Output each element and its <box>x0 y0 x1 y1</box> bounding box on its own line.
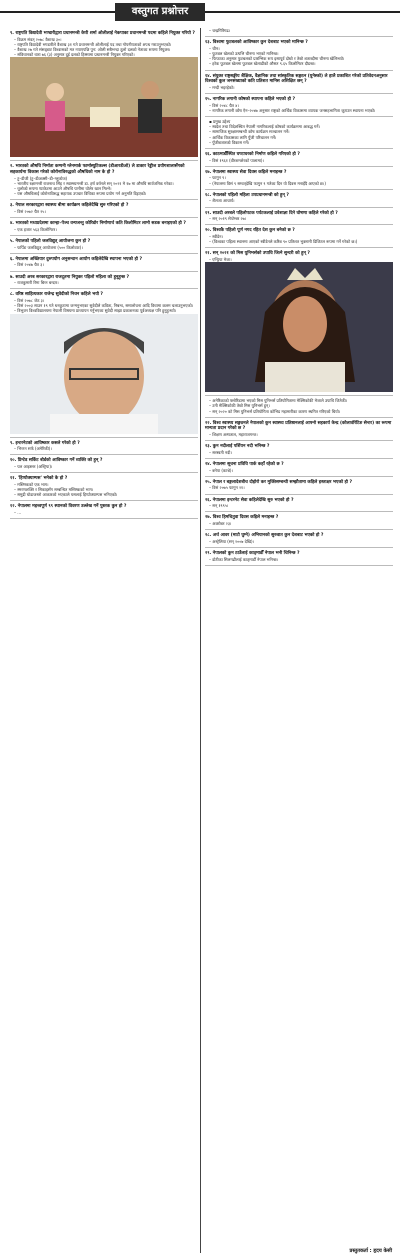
answer-line: – मस्तिष्कको एक भाग। <box>14 481 49 487</box>
divider <box>205 440 393 441</box>
question: ७. साउदी अरब सरकारद्वारा राजदूतमा नियुक्त पहिलो महिला को हुनुहुन्छ ? <box>10 274 130 280</box>
question: १८. नेपालको पहिलो महिला उपप्रधानमन्त्री को हुन् ? <box>205 192 289 198</box>
question: ८. वरिष्ठ साहित्यकार राजेन्द्र सुवेदीको निधन कहिले भयो ? <box>10 292 103 298</box>
answer-block <box>205 485 393 490</box>
question: १२. नेपालमा महत्त्वपूर्ण ९९ स्थानको विवरण उल्लेख गर्ने पुस्तक कुन हो ? <box>10 504 127 510</box>
answer-line: – उनी मेक्सिकोकी तेस्रो मिस युनिभर्स हुन्। <box>209 403 270 409</box>
answer-line: – विसं २०७८ जेठ ३। <box>14 297 45 303</box>
divider <box>205 494 393 495</box>
question: १६. काठमाडौँस्थित घण्टाघरको निर्माण कहिले गरिएको हो ? <box>205 152 300 158</box>
divider <box>205 395 393 396</box>
answer-line: – विसं २०७५ फागुन २१। <box>209 485 245 491</box>
divider <box>205 417 393 418</box>
photo-portrait-writer <box>10 314 198 434</box>
answer-line: – विसं २००३ साउन १९ गते धनकुटामा जन्मनुभएका सुवेदीले कविता, निबन्ध, समालोचना आदि विधामा कलम चलाउनुभएको। <box>14 303 194 309</box>
answer-line: – स्मरणशक्ति र सिकाइसँग सम्बन्धित मस्तिष्कको भाग। <box>14 486 94 492</box>
divider <box>205 36 393 37</box>
question: ६. नेपालमा अख्तियार दुरुपयोग अनुसन्धान आयोग कहिलेदेखि स्थापना भएको हो ? <box>10 256 143 262</box>
answer-line: – पल आइस्लर (अस्ट्रिया)। <box>14 463 53 469</box>
answer-block <box>205 103 393 113</box>
divider <box>205 70 393 71</box>
answer-block <box>10 209 198 214</box>
answer-block <box>10 262 198 267</box>
divider <box>205 207 393 208</box>
answer-block <box>205 432 393 437</box>
answer-line: – विसं २०४८ चैत ४। <box>209 102 239 108</box>
column-divider <box>200 28 201 1253</box>
answer-line: – (विश्वका पहिला स्थानमा आएको स्वीडेनले करिब ९० प्रतिशत भुक्तानी डिजिटल रूपमा गर्ने गरेको छ।) <box>209 239 358 245</box>
answer-block <box>205 539 393 544</box>
answer-line: – राजकुमारी रिमा बिन्त बन्दार। <box>14 280 59 286</box>
question: १४. संयुक्त राष्ट्रसङ्घीय शैक्षिक, वैज्ञानिक तथा सांस्कृतिक सङ्गठन (युनेस्को) ले हालै प्रकाशित गरेको प्रतिवेदनअनुसार विश्वको कुल जनसंख्याको कति प्रतिशत मानिस अशिक्षित छन् ? <box>205 73 388 85</box>
answer-block <box>205 398 393 414</box>
answer-line: – शिक्षण अस्पताल, महाराजगन्ज। <box>209 432 258 437</box>
question: १०. प्रिन्टेड सर्किट बोर्डको आविष्कार गर्ने व्यक्ति को हुन् ? <box>10 458 103 464</box>
divider <box>205 148 393 149</box>
question: २०. विश्वकै पहिलो पूर्ण नगद रहित देश कुन बनेको छ ? <box>205 228 295 234</box>
answer-line: – यस औषधिलाई कोरोनाविरुद्ध सहायक उपचार विधिका रूपमा प्रयोग गर्न अनुमति दिइएको। <box>14 191 147 197</box>
divider <box>205 247 393 248</box>
answer-line: – राष्ट्रपति विद्यादेवी भण्डारीले वैशाख ३१ गते प्रधानमन्त्री ओलीलाई पद तथा गोपनीयताको शपथ गराउनुभएको। <box>14 41 172 47</box>
divider <box>10 500 198 501</box>
answer-line: – स्वदेश तथा विदेशस्थित नेपाली नागरिकलाई कोषको कार्यक्रममा आबद्ध गर्ने। <box>209 124 321 130</box>
question: २६. नेपालमा इन्टरनेट सेवा कहिलेदेखि सुरु भएको हो ? <box>205 497 294 503</box>
question: ४. भारतको मध्यप्रदेशमा कान्हा–पेञ्च वन्यजन्तु कोरिडोर निर्माणार्थ कति किलोमिटर लामो सडक बनाइएको हो ? <box>10 221 186 227</box>
answer-line: – डोटीका सिलगढीलाई काठ्‌माडौँ नेपाल भनिन्छ। <box>209 556 279 562</box>
answer-line: – सरस्वती नदी। <box>209 449 232 455</box>
divider <box>10 253 198 254</box>
answer-block <box>205 557 393 562</box>
left-column <box>10 28 198 521</box>
answer-line: – विक्रम संवत् २०७८ वैशाख ३०। <box>14 36 62 42</box>
divider <box>205 547 393 548</box>
question: २१. सन् २०२१ को मिस युनिभर्सको उपाधि जित्ने सुन्दरी को हुन् ? <box>205 251 310 257</box>
section-title: वस्तुगत प्रश्नोत्तर <box>115 3 205 21</box>
question: २३. कुन नदीलाई पर्शियन नदी भनिन्छ ? <box>205 444 270 450</box>
answer-line: – फिफाका अनुसार फुटबलको प्रारम्भिक रूप इसापूर्व दोस्रो र तेस्रो शताब्दीमा चीनमा खेलिन्थ्यो। <box>209 56 345 62</box>
answer-line: – अक्टोबर २३। <box>209 520 232 526</box>
answer-block <box>205 46 393 67</box>
question: १९. साउदी अरबले पहिलोपटक पर्यटकलाई प्रवेशाज्ञा दिने घोषणा कहिले गरेको हो ? <box>205 210 338 216</box>
answer-line: – विसं १९६१ (वीरशमशेरको पालामा)। <box>209 157 264 163</box>
answer-line: – बनेपा (काभ्रे)। <box>209 467 233 473</box>
answer-line: – पुँजीबजारको विकास गर्ने। <box>209 139 250 145</box>
answer-line: – विसं २०४७ चैत्र ३। <box>14 262 44 268</box>
answer-line: – हरेक फुटबल खेलमा फुटबल खेलाडीको औसत ९.६५ किलोमिटर दौडन्छ। <box>209 61 316 67</box>
question: २. भारतको औषधि निर्माता कम्पनी ग्लेनमार्क फार्मास्युटिकल्स (डीआरडीओ) ले डाक्टर रेड्डीज प्रयोगशालासँगको सहकार्यमा विकास गरेको कोरोनाविरुद्धको औषधिको नाम के हो ? <box>10 164 185 175</box>
answer-line: – भारतीय रक्षामन्त्री राजनाथ सिंह र स्वास्थ्यमन्त्री डा. हर्ष वर्धनले सन् २०२१ मे १७ मा औषधि सार्वजनिक गरेका। <box>14 180 174 186</box>
divider <box>205 93 393 94</box>
question: २२. विश्व स्वास्थ्य सङ्गठनले नेपालको कुन स्वास्थ्य प्रतिष्ठानलाई आफ्नो सहकार्य केन्द्र (कोलावोरेटिङ सेन्टर) का रूपमा मान्यता प्रदान गरेको छ ? <box>205 420 392 432</box>
answer-block <box>205 216 393 221</box>
answer-line: – एन्ड्रिया मेजा। <box>209 257 232 262</box>
answer-block <box>205 198 393 203</box>
answer-line: ▪ प्रमुख उद्देश्य <box>209 119 231 124</box>
answer-block <box>10 510 198 515</box>
answer-line: – अमेरिकाको फ्लोरिडामा भएको मिस युनिभर्स प्रतियोगितामा मेक्सिकोकी मेजाले उपाधि जितेकी। <box>209 398 348 404</box>
answer-block <box>205 119 393 145</box>
photo-oath-ceremony <box>10 57 198 157</box>
question: २९. नेपालको कुन ठाउँलाई काठ्‌माडौँ नेपाल भनी चिनिन्छ ? <box>205 550 300 556</box>
answer-line: – फर्पिङ जलविद्युत् आयोजना (५०० किलोवाट)। <box>14 244 83 250</box>
question: ११. 'हिप्पोक्याम्पस' भनेको के हो ? <box>10 476 68 482</box>
answer-block <box>10 298 198 314</box>
answer-block <box>205 503 393 508</box>
divider <box>10 199 198 200</box>
answer-line: – चीन। <box>209 45 220 51</box>
answer-block <box>10 245 198 250</box>
answer-block <box>10 227 198 232</box>
answer-line: – भिन्टन सर्फ (अमेरिकी)। <box>14 446 52 452</box>
answer-line: – एक हजार ५६३ किलोमिटर। <box>14 226 57 232</box>
answer-block <box>205 158 393 163</box>
author-credit: प्रस्तुतकर्ता : हृदय केसी <box>349 1247 392 1254</box>
answer-line: – आर्थिक विकासका लागि पुँजी परिचालन गर्ने। <box>209 134 277 140</box>
answer-block <box>205 28 393 33</box>
photo-miss-universe <box>205 262 393 392</box>
answer-block <box>205 85 393 90</box>
divider <box>10 288 198 289</box>
answer-block <box>205 234 393 244</box>
answer-line: – त्रिभुवन विश्वविद्यालयमा नेपाली विषयमा प्राध्यापन गर्नुभएका सुवेदी साझा प्रकाशनका पूर्वअध्यक्ष पनि हुनुहुन्थ्यो। <box>14 308 177 314</box>
answer-block <box>10 37 198 58</box>
question: ५. नेपालको पहिलो जलविद्युत् आयोजना कुन हो ? <box>10 239 91 244</box>
divider <box>10 518 198 519</box>
divider <box>205 116 393 117</box>
answer-line: – विसं २०७२ चैत २५। <box>14 209 46 214</box>
answer-line: – फागुन ९। <box>209 175 226 181</box>
question: २५. नेपाल र बङ्गलादेशबीच दोहोरो कर मुक्तिसम्बन्धी सम्झौतामा कहिले हस्ताक्षर भएको हो ? <box>205 479 353 485</box>
question: १५. नागरिक लगानी कोषको स्थापना कहिले भएको हो ? <box>205 97 296 102</box>
answer-line: – चन्द्रगिरिगढ। <box>209 28 231 33</box>
answer-block <box>205 175 393 185</box>
answer-line: – संविधानको धारा ७६ (३) अनुसार दुई दलको हिस्सामा प्रधानमन्त्री नियुक्त गरिएको। <box>14 52 135 58</box>
answer-block <box>10 464 198 469</box>
answer-block <box>205 450 393 455</box>
answer-block <box>10 482 198 498</box>
question: २८. अर्थ आवर (माटो घुम्ने) अभियानको सुरुवात कुन देशबाट भएको हो ? <box>205 533 324 539</box>
answer-line: – सन् २०२० को मिस युनिभर्स प्रतियोगिता कोभिड महामारीका कारण स्थगित गरिएको थियो। <box>209 408 341 414</box>
divider <box>205 476 393 477</box>
answer-line: – अस्ट्रेलिया (सन् २००७ देखि)। <box>209 538 255 544</box>
answer-line: – नागरिक लगानी कोष ऐन–२०४७ अनुसार राष्ट्रको आर्थिक विकासमा व्यापक जनसहभागिता जुटाउन स्थापना भएको। <box>209 107 376 113</box>
answer-block <box>10 446 198 451</box>
answer-line: – स्वीडेन। <box>209 234 223 239</box>
section-header <box>0 0 400 24</box>
answer-line: – (नेपालमा विसं ९ सम्वत्‌देखि फागुन ९ गतेका दिन यो दिवस मनाइँदै आएको छ।) <box>209 180 326 186</box>
divider <box>205 224 393 225</box>
divider <box>10 235 198 236</box>
divider <box>205 511 393 512</box>
question: २४. नेपालमा सूचना प्रविधि पार्क कहाँ रहेको छ ? <box>205 462 284 467</box>
question: १३. विश्वमा फुटबलको आविष्कार कुन देशबाट भएको मानिन्छ ? <box>205 40 308 46</box>
divider <box>205 565 393 566</box>
answer-block <box>10 176 198 197</box>
answer-line: – मन्दी भइरहेको। <box>209 84 235 90</box>
divider <box>10 160 198 161</box>
answer-block <box>205 468 393 473</box>
divider <box>205 458 393 459</box>
answer-line: – धुलोको रूपमा प्याकेटमा आउने औषधि पानीमा घोलेर खान मिल्ने। <box>14 186 112 191</box>
answer-line: – … <box>14 509 22 515</box>
question: ९. राष्ट्रपति विद्यादेवी भण्डारीद्वारा प्रधानमन्त्री केपी शर्मा ओलीलाई नेकपाका प्रधानमन्त्री पदमा कहिले नियुक्त गरियो ? <box>10 31 195 36</box>
question: २७. विश्व हिमचितुवा दिवस कहिले मनाइन्छ ? <box>205 515 279 521</box>
divider <box>10 437 198 438</box>
answer-line: – फुटबल खेलको उत्पत्ति चीनमा भएको मानिन्छ। <box>209 51 279 56</box>
divider <box>10 472 198 473</box>
divider <box>205 166 393 167</box>
right-column <box>205 28 393 568</box>
answer-line: – सन् १९९५। <box>209 503 229 509</box>
question: ९. इन्टरनेटको आविष्कार कसले गरेको हो ? <box>10 440 80 446</box>
divider <box>205 189 393 190</box>
answer-block <box>10 280 198 285</box>
divider <box>10 217 198 218</box>
answer-line: – सामाजिक सुरक्षासम्बन्धी कोष कार्यक्रम सञ्चालन गर्ने। <box>209 129 290 135</box>
question: १७. नेपालमा स्वास्थ्य सेवा दिवस कहिले मनाइन्छ ? <box>205 169 287 175</box>
answer-line: – शैलजा आचार्य। <box>209 198 235 204</box>
divider <box>205 529 393 530</box>
divider <box>10 271 198 272</box>
answer-line: – सन् २०१९ सेप्टेम्बर २७। <box>209 216 247 222</box>
question: ३. नेपाल सरकारद्वारा स्वास्थ्य बीमा कार्यक्रम कहिलेदेखि सुरु गरिएको हो ? <box>10 203 129 209</box>
answer-block <box>205 521 393 526</box>
answer-line: – समुद्री घोडाजस्तो आकारको भएकाले यसलाई हिप्पोक्याम्पस भनिएको। <box>14 492 118 498</box>
divider <box>10 454 198 455</box>
answer-line: – टु–डीजी (टु–डीअक्सी–डी–ग्लुकोज) <box>14 175 68 181</box>
answer-line: – वैशाख २७ गते संसद्‌बाट विश्वासको मत नपाएपछि पुन: ओली सबैभन्दा ठूलो दलको नेताका रूपमा नियुक्त। <box>14 47 171 52</box>
